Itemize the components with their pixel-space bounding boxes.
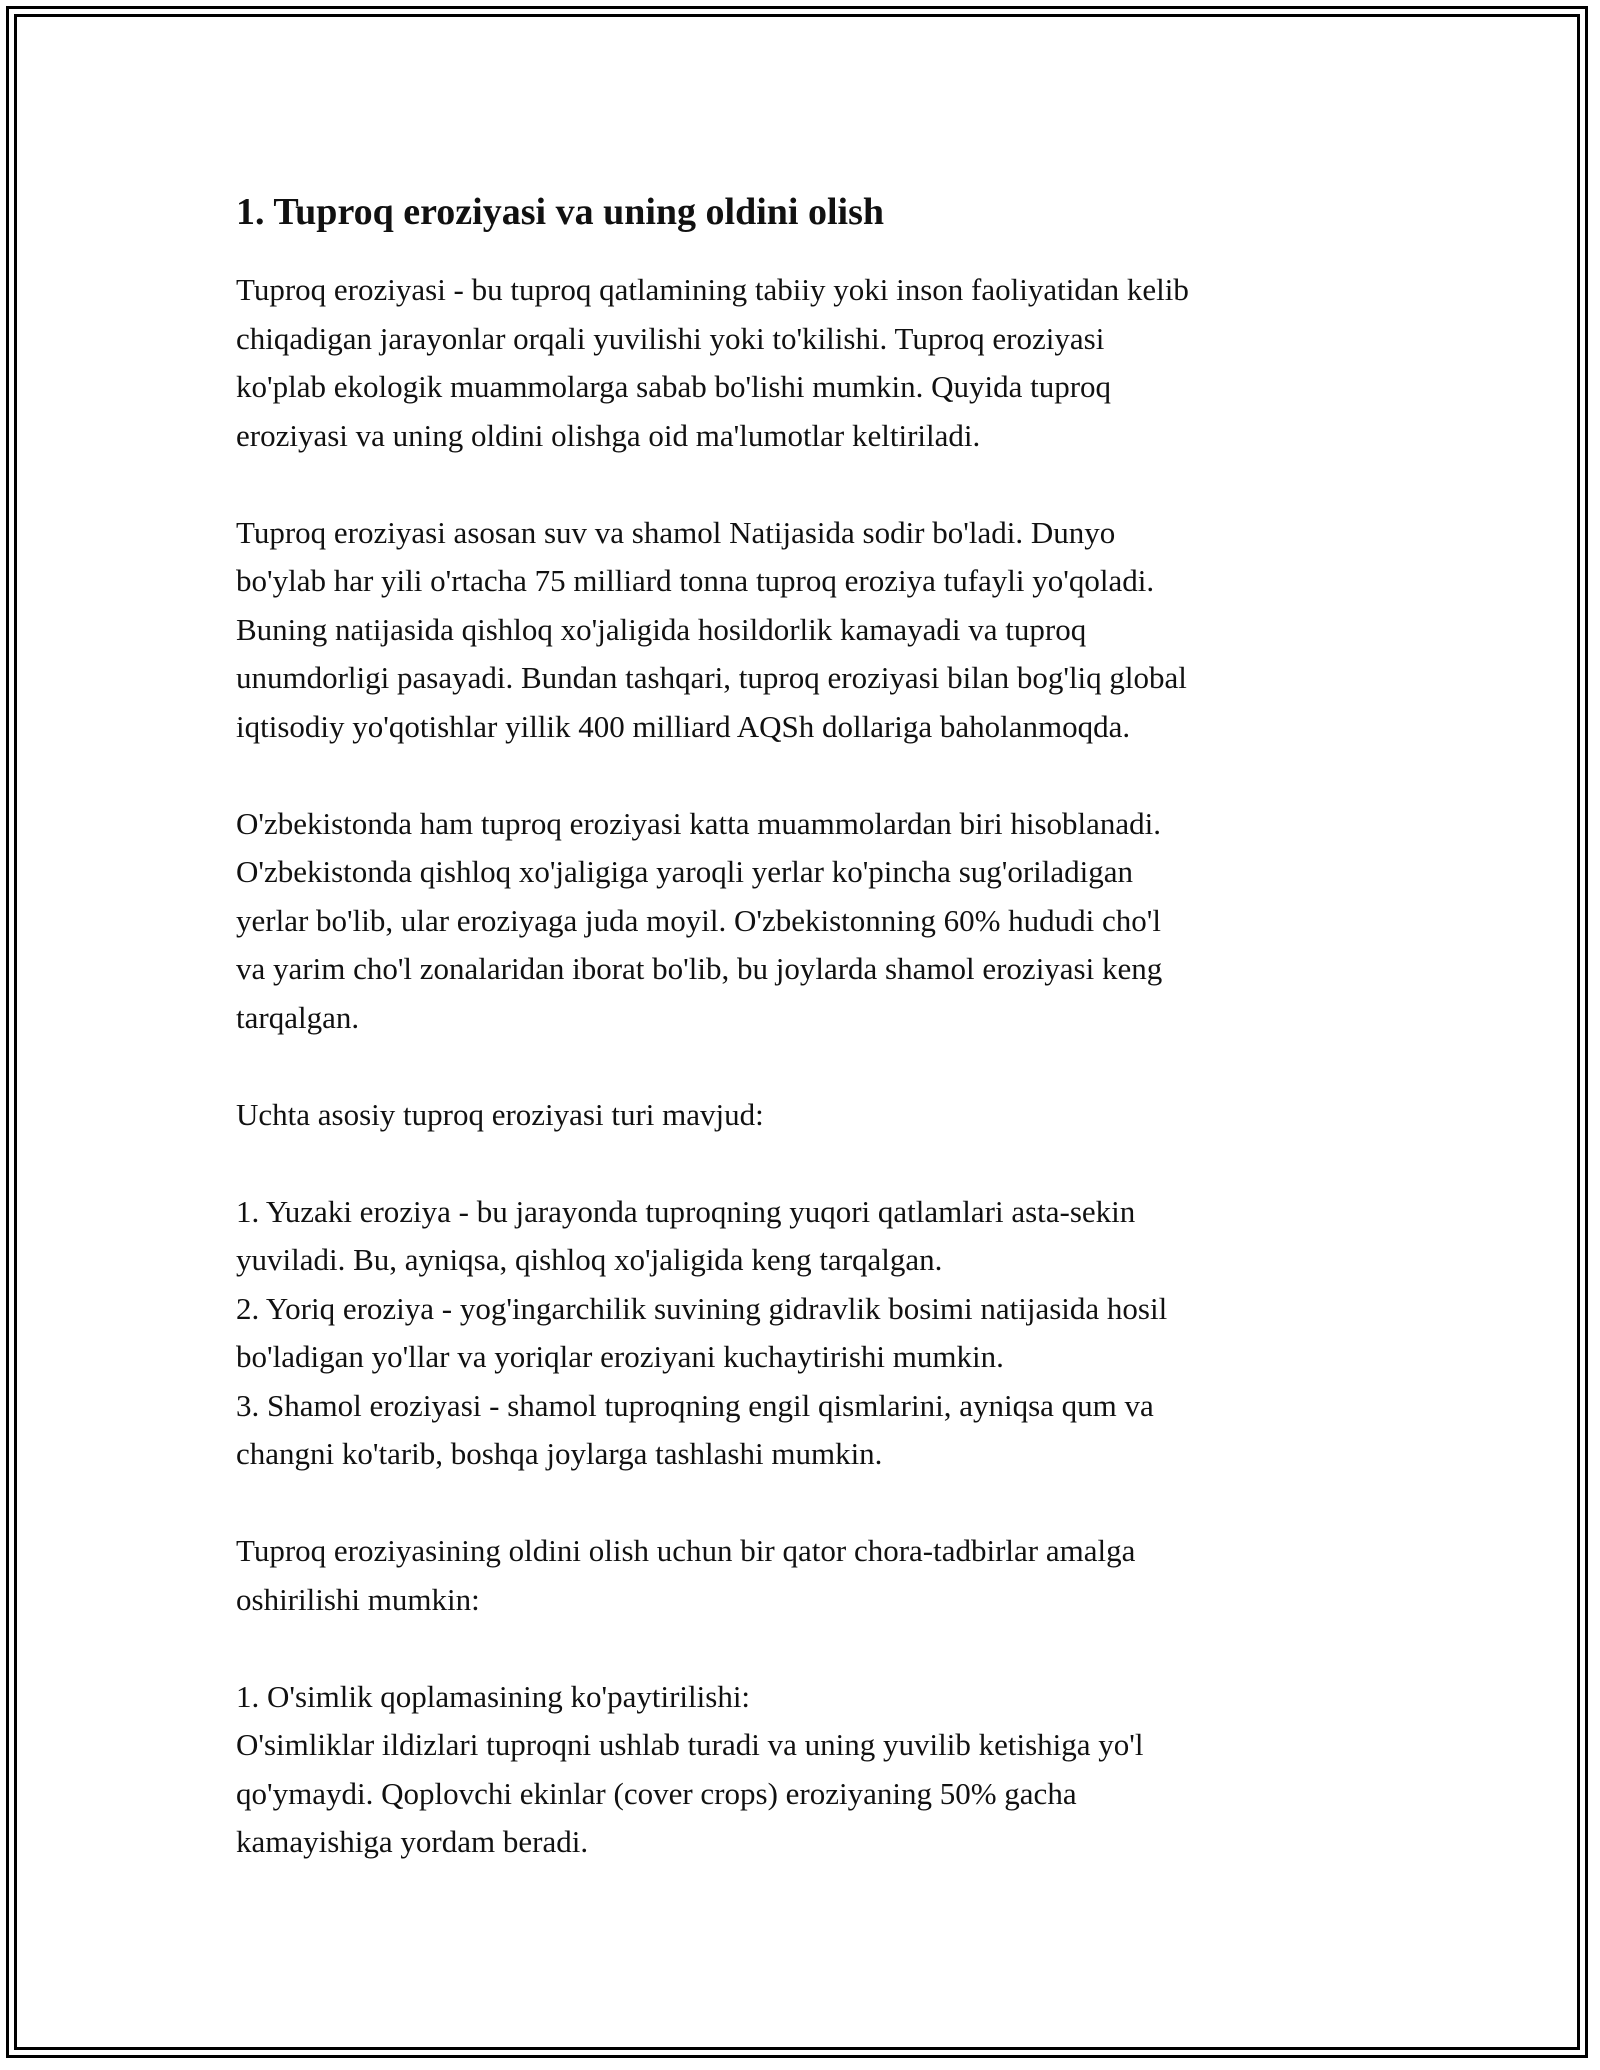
document-title: 1. Tuproq eroziyasi va uning oldini olish (236, 191, 885, 233)
paragraph-types-heading: Uchta asosiy tuproq eroziyasi turi mavjud: (236, 1096, 764, 1132)
paragraph-global-impact: Tuproq eroziyasi asosan suv va shamol Natijasida sodir bo'ladi. Dunyo bo'ylab har yili o'rtacha 75 milliard tonna tuproq eroziya tufayli yo'qoladi. Buning natijasida qishloq xo'jaligida hosildorlik kamayadi va tuproq unumdorligi pasayadi. Bundan tashqari, tuproq eroziyasi bilan bog'liq global iqtisodiy yo'qotishlar yillik 400 milliard AQSh dollariga baholanmoqda. (236, 514, 1187, 744)
paragraph-intro: Tuproq eroziyasi - bu tuproq qatlamining tabiiy yoki inson faoliyatidan kelib chiqadigan jarayonlar orqali yuvilishi yoki to'kilishi. Tuproq eroziyasi ko'plab ekologik muammolarga sabab bo'lishi mumkin. Quyida tuproq eroziyasi va uning oldini olishga oid ma'lumotlar keltiriladi. (236, 272, 1189, 453)
paragraph-prevention-heading: Tuproq eroziyasining oldini olish uchun bir qator chora-tadbirlar amalga oshirilishi mumkin: (236, 1533, 1136, 1617)
paragraph-uzbekistan: O'zbekistonda ham tuproq eroziyasi katta muammolardan biri hisoblanadi. O'zbekistonda qishloq xo'jaligiga yaroqli yerlar ko'pincha sug'oriladigan yerlar bo'lib, ular eroziyaga juda moyil. O'zbekistonning 60% hududi cho'l va yarim cho'l zonalaridan iborat bo'lib, bu joylarda shamol eroziyasi keng tarqalgan. (236, 805, 1163, 1035)
document-body (236, 180, 1376, 1867)
paragraph-types-list: 1. Yuzaki eroziya - bu jarayonda tuproqning yuqori qatlamlari asta-sekin yuviladi. Bu, ayniqsa, qishloq xo'jaligida keng tarqalgan. 2. Yoriq eroziya - yog'ingarchilik suvining gidravlik bosimi natijasida hosil bo'ladigan yo'llar va yoriqlar eroziyani kuchaytirishi mumkin. 3. Shamol eroziyasi - shamol tuproqning engil qismlarini, ayniqsa qum va changni ko'tarib, boshqa joylarga tashlashi mumkin. (236, 1193, 1168, 1471)
paragraph-prevention-list: 1. O'simlik qoplamasining ko'paytirilishi: O'simliklar ildizlari tuproqni ushlab turadi va uning yuvilib ketishiga yo'l qo'ymaydi. Qoplovchi ekinlar (cover crops) eroziyaning 50% gacha kamayishiga yordam beradi. (236, 1678, 1144, 1859)
